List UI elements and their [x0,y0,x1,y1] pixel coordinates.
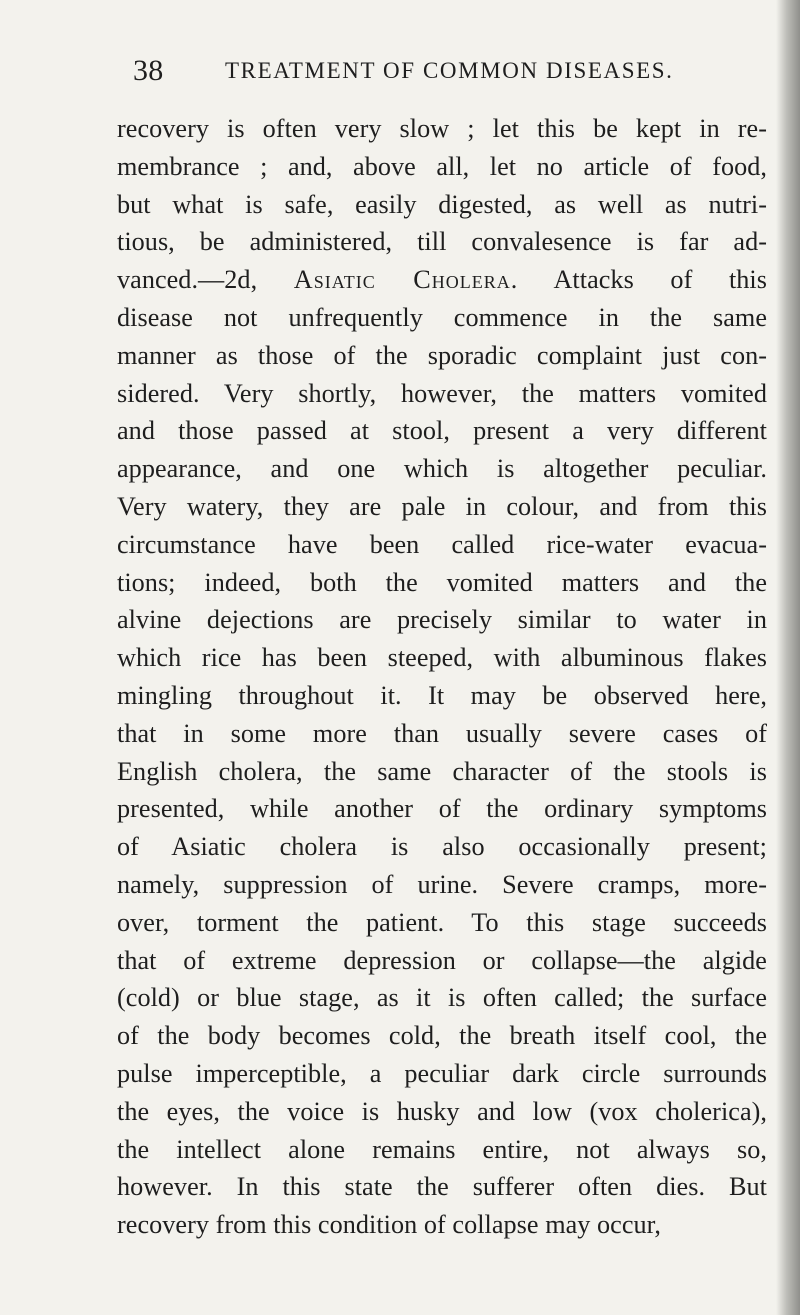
text-line: however. In this state the sufferer often dies. But [117,1172,767,1202]
text-line: recovery from this condition of collapse may occur, [117,1210,661,1240]
text-line: membrance ; and, above all, let no article of food, [117,151,767,181]
text-line: tions; indeed, both the vomited matters and the [117,567,767,597]
text-line-start: vanced.—2d, [117,265,294,295]
text-line: mingling throughout it. It may be observed here, [117,680,767,710]
text-line: alvine dejections are precisely similar to water in [117,605,767,635]
text-line: of Asiatic cholera is also occasionally present; [117,832,767,862]
text-line: the intellect alone remains entire, not always so, [117,1134,767,1164]
text-line-end: Attacks of this [518,265,767,295]
text-line: manner as those of the sporadic complaint just con- [117,340,767,370]
section-heading-asiatic-cholera: Asiatic Cholera. [293,265,519,295]
text-line: that in some more than usually severe cases of [117,718,767,748]
text-line: Very watery, they are pale in colour, and from this [117,491,767,521]
page-header [133,54,673,88]
text-line: namely, suppression of urine. Severe cramps, more- [117,869,767,899]
page-number: 38 [133,54,164,87]
text-line: (cold) or blue stage, as it is often called; the surface [117,983,767,1013]
text-line: recovery is often very slow ; let this be kept in re- [117,114,767,143]
text-line: and those passed at stool, present a very different [117,416,767,446]
text-line-with-heading [117,261,767,299]
text-line: that of extreme depression or collapse—the algide [117,945,767,975]
text-line: English cholera, the same character of the stools is [117,756,767,786]
text-line: presented, while another of the ordinary symptoms [117,794,767,824]
text-line: disease not unfrequently commence in the same [117,302,767,332]
text-line: sidered. Very shortly, however, the matters vomited [117,378,767,408]
text-line: pulse imperceptible, a peculiar dark circle surrounds [117,1058,767,1088]
text-line: which rice has been steeped, with albuminous flakes [117,643,767,673]
text-line: circumstance have been called rice-water evacua- [117,529,767,559]
text-line: of the body becomes cold, the breath itself cool, the [117,1021,767,1051]
running-head: TREATMENT OF COMMON DISEASES. [225,58,674,83]
text-line: the eyes, the voice is husky and low (vox cholerica), [117,1096,767,1126]
text-line: over, torment the patient. To this stage succeeds [117,907,767,937]
text-line: tious, be administered, till convalesence is far ad- [117,227,767,257]
text-line: but what is safe, easily digested, as well as nutri- [117,189,767,219]
body-text [117,110,767,1244]
page-edge-shadow [776,0,800,1315]
text-line: appearance, and one which is altogether peculiar. [117,454,767,484]
